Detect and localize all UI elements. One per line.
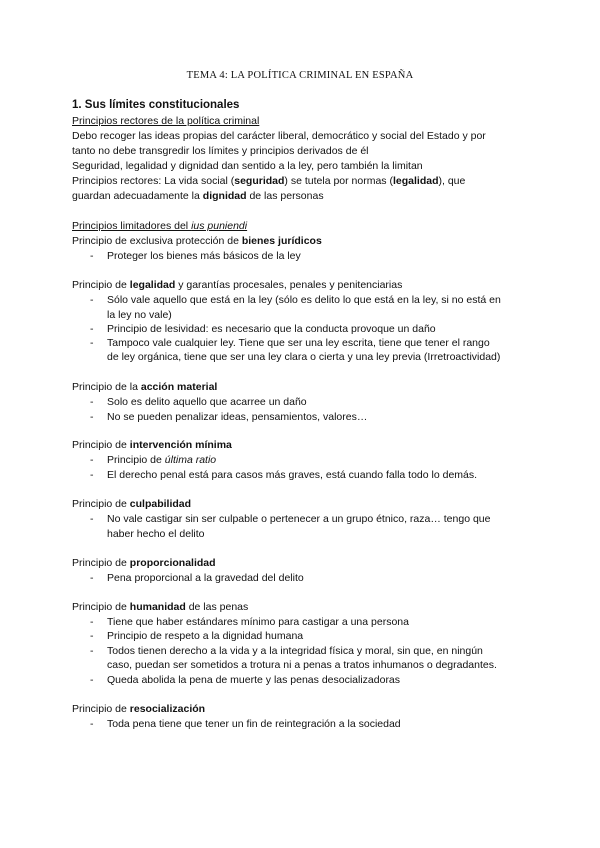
italic-term: última ratio (164, 454, 217, 466)
subheading-limitadores (72, 219, 542, 234)
text: Principio de exclusiva protección de (72, 235, 242, 247)
bullet-text: Sólo vale aquello que está en la ley (sólo es delito lo que está en la ley, si no está en (107, 294, 501, 306)
text: Principio de (72, 498, 130, 510)
text: Principio de (72, 601, 130, 613)
bullet-dash: - (90, 718, 94, 730)
text: de las penas (185, 601, 249, 613)
bullet-text: Pena proporcional a la gravedad del delito (107, 572, 304, 584)
bullet-dash: - (90, 323, 94, 335)
bullet-dash: - (90, 454, 94, 466)
text: ) se tutela por normas ( (284, 175, 393, 187)
section-heading: 1. Sus límites constitucionales (72, 99, 240, 111)
paragraph-line: Seguridad, legalidad y dignidad dan sentido a la ley, pero también la limitan (72, 160, 423, 172)
paragraph-line: Debo recoger las ideas propias del carácter liberal, democrático y social del Estado y por (72, 130, 486, 142)
text: Principio de (107, 454, 165, 466)
bullet-text: de ley orgánica, tiene que ser una ley clara o cierta y una ley previa (Irretroactividad) (107, 351, 501, 363)
bold-term: humanidad (129, 601, 186, 613)
text: Principio de la (72, 381, 141, 393)
bullet-text: No vale castigar sin ser culpable o pertenecer a un grupo étnico, raza… tengo que (107, 513, 491, 525)
text: Principio de (72, 279, 130, 291)
bullet-text: Solo es delito aquello que acarree un daño (107, 396, 307, 408)
bullet-dash: - (90, 572, 94, 584)
bullet-text: Todos tienen derecho a la vida y a la integridad física y moral, sin que, en ningún (107, 645, 483, 657)
bullet-text (107, 453, 547, 468)
principle-heading (72, 702, 542, 717)
bullet-dash: - (90, 294, 94, 306)
bullet-text: la ley no vale) (107, 309, 172, 321)
bold-term: bienes jurídicos (241, 235, 322, 247)
text: y garantías procesales, penales y penitenciarias (175, 279, 403, 291)
bullet-dash: - (90, 645, 94, 657)
bold-term: proporcionalidad (129, 557, 216, 569)
bullet-dash: - (90, 469, 94, 481)
bold-term: legalidad (392, 175, 439, 187)
bullet-text: caso, puedan ser sometidos a trotura ni a penas a tratos inhumanos o degradantes. (107, 659, 497, 671)
bullet-dash: - (90, 250, 94, 262)
bold-term: intervención mínima (129, 439, 232, 451)
principle-heading (72, 497, 542, 512)
bullet-text: Toda pena tiene que tener un fin de reintegración a la sociedad (107, 718, 401, 730)
bold-term: acción material (140, 381, 218, 393)
principle-heading (72, 600, 542, 615)
bullet-dash: - (90, 411, 94, 423)
bullet-text: No se pueden penalizar ideas, pensamientos, valores… (107, 411, 368, 423)
bullet-text: Tampoco vale cualquier ley. Tiene que ser una ley escrita, tiene que tener el rango (107, 337, 490, 349)
principle-heading (72, 278, 542, 293)
bullet-text: El derecho penal está para casos más graves, está cuando falla todo lo demás. (107, 469, 478, 481)
paragraph-line (72, 189, 542, 204)
principle-heading (72, 556, 542, 571)
bullet-dash: - (90, 337, 94, 349)
bold-term: resocialización (129, 703, 206, 715)
principle-heading (72, 438, 542, 453)
bold-term: culpabilidad (129, 498, 192, 510)
bullet-text: Principio de respeto a la dignidad humana (107, 630, 304, 642)
bullet-text: Proteger los bienes más básicos de la ley (107, 250, 301, 262)
text: Principio de (72, 703, 130, 715)
bold-term: dignidad (202, 190, 247, 202)
bullet-dash: - (90, 396, 94, 408)
text: de las personas (246, 190, 324, 202)
text: Principio de (72, 439, 130, 451)
text: guardan adecuadamente la (72, 190, 203, 202)
paragraph-line: tanto no debe transgredir los límites y principios derivados de él (72, 145, 369, 157)
principle-heading (72, 380, 542, 395)
bullet-text: Tiene que haber estándares mínimo para castigar a una persona (107, 616, 409, 628)
principle-heading (72, 234, 542, 249)
bullet-text: haber hecho el delito (107, 528, 205, 540)
bullet-dash: - (90, 616, 94, 628)
text: Principios rectores: La vida social ( (72, 175, 235, 187)
text: Principio de (72, 557, 130, 569)
italic-term: ius puniendi (191, 220, 248, 232)
bullet-text: Queda abolida la pena de muerte y las penas desocializadoras (107, 674, 401, 686)
bullet-dash: - (90, 674, 94, 686)
bullet-dash: - (90, 513, 94, 525)
bullet-text: Principio de lesividad: es necesario que la conducta provoque un daño (107, 323, 436, 335)
bullet-dash: - (90, 630, 94, 642)
bold-term: seguridad (234, 175, 285, 187)
paragraph-line (72, 174, 542, 189)
text: Principios limitadores del (72, 220, 192, 232)
bold-term: legalidad (129, 279, 176, 291)
subheading-rectores: Principios rectores de la política criminal (72, 115, 260, 127)
page-title: TEMA 4: LA POLÍTICA CRIMINAL EN ESPAÑA (186, 70, 414, 81)
text: ), que (438, 175, 466, 187)
